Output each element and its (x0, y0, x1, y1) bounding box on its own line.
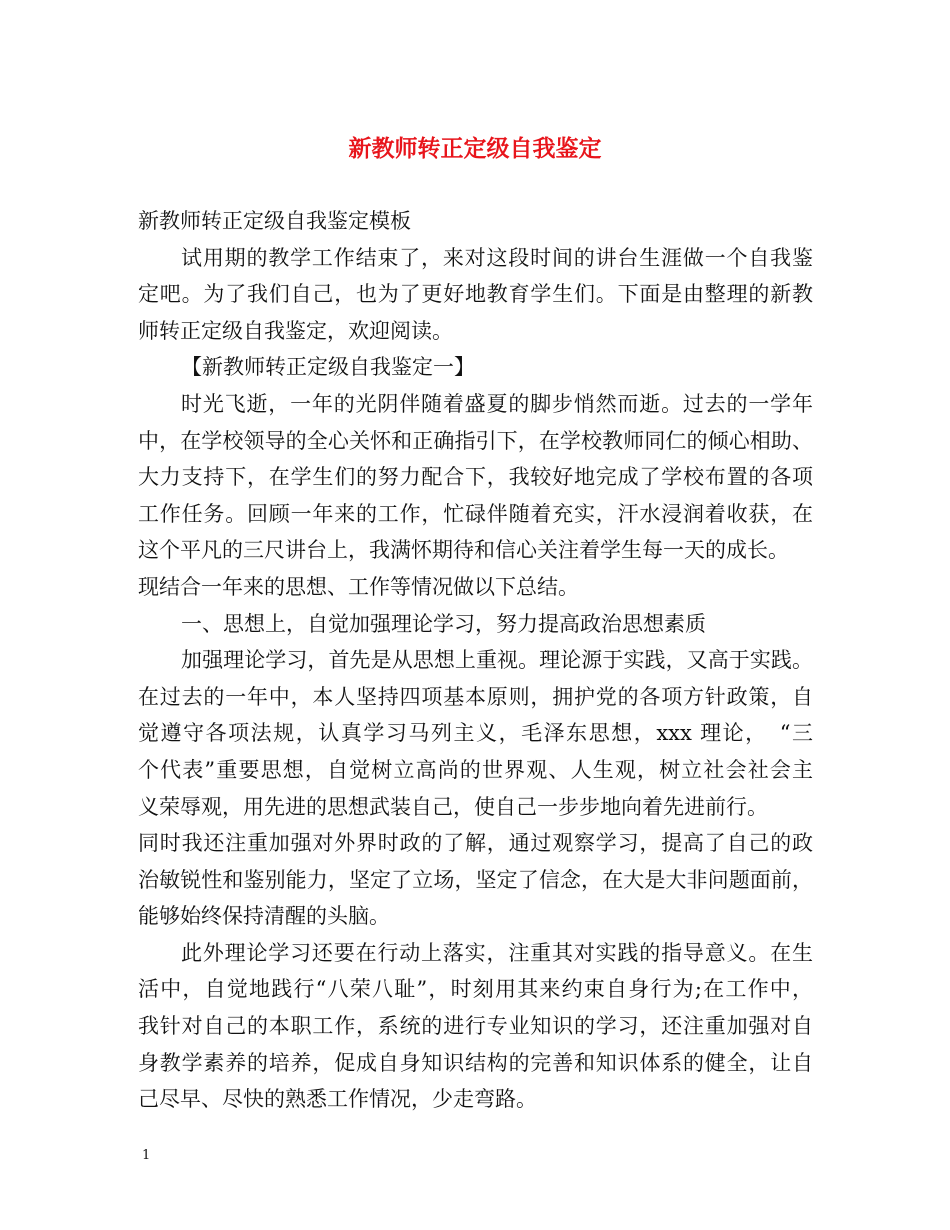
paragraph-line: 加强理论学习，首先是从思想上重视。理论源于实践，又高于实践。 (181, 648, 813, 673)
paragraph-line: 个代表”重要思想，自觉树立高尚的世界观、人生观，树立社会社会主 (138, 757, 813, 782)
paragraph-line: 此外理论学习还要在行动上落实，注重其对实践的指导意义。在生 (181, 940, 813, 965)
paragraph-line: 能够始终保持清醒的头脑。 (138, 904, 390, 929)
subtitle-line: 新教师转正定级自我鉴定模板 (138, 209, 411, 233)
paragraph-line: 义荣辱观，用先进的思想武装自己，使自己一步步地向着先进前行。 (138, 794, 768, 819)
paragraph-line: 试用期的教学工作结束了，来对这段时间的讲台生涯做一个自我鉴 (181, 245, 813, 270)
paragraph-line: 在过去的一年中，本人坚持四项基本原则，拥护党的各项方针政策，自 (138, 684, 813, 709)
paragraph-line: 治敏锐性和鉴别能力，坚定了立场，坚定了信念，在大是大非问题面前， (138, 867, 813, 892)
paragraph-line: 时光飞逝，一年的光阴伴随着盛夏的脚步悄然而逝。过去的一学年 (181, 391, 813, 416)
paragraph-line: 我针对自己的本职工作，系统的进行专业知识的学习，还注重加强对自 (138, 1014, 813, 1039)
section-heading: 【新教师转正定级自我鉴定一】 (181, 355, 475, 380)
paragraph-line: 定吧。为了我们自己，也为了更好地教育学生们。下面是由整理的新教 (138, 282, 813, 307)
paragraph-line: 工作任务。回顾一年来的工作，忙碌伴随着充实，汗水浸润着收获，在 (138, 501, 813, 526)
paragraph-line: 这个平凡的三尺讲台上，我满怀期待和信心关注着学生每一天的成长。 (138, 538, 789, 563)
paragraph-line: 活中，自觉地践行“八荣八耻”，时刻用其来约束自身行为;在工作中， (138, 977, 813, 1002)
paragraph-line: 同时我还注重加强对外界时政的了解，通过观察学习，提高了自己的政 (138, 831, 813, 856)
document-title: 新教师转正定级自我鉴定 (348, 135, 602, 162)
paragraph-line: 师转正定级自我鉴定，欢迎阅读。 (138, 318, 453, 343)
section-heading: 一、思想上，自觉加强理论学习，努力提高政治思想素质 (181, 611, 706, 636)
paragraph-line: 己尽早、尽快的熟悉工作情况，少走弯路。 (138, 1087, 537, 1112)
paragraph-line: 大力支持下，在学生们的努力配合下，我较好地完成了学校布置的各项 (138, 465, 813, 490)
page-number: 1 (142, 1148, 151, 1163)
paragraph-line: 中，在学校领导的全心关怀和正确指引下，在学校教师同仁的倾心相助、 (138, 428, 813, 453)
paragraph-line: 觉遵守各项法规，认真学习马列主义，毛泽东思想，xxx 理论， “三 (138, 721, 813, 746)
paragraph-line: 现结合一年来的思想、工作等情况做以下总结。 (138, 574, 579, 599)
document-body (138, 203, 813, 1118)
paragraph-line: 身教学素养的培养，促成自身知识结构的完善和知识体系的健全，让自 (138, 1050, 813, 1075)
